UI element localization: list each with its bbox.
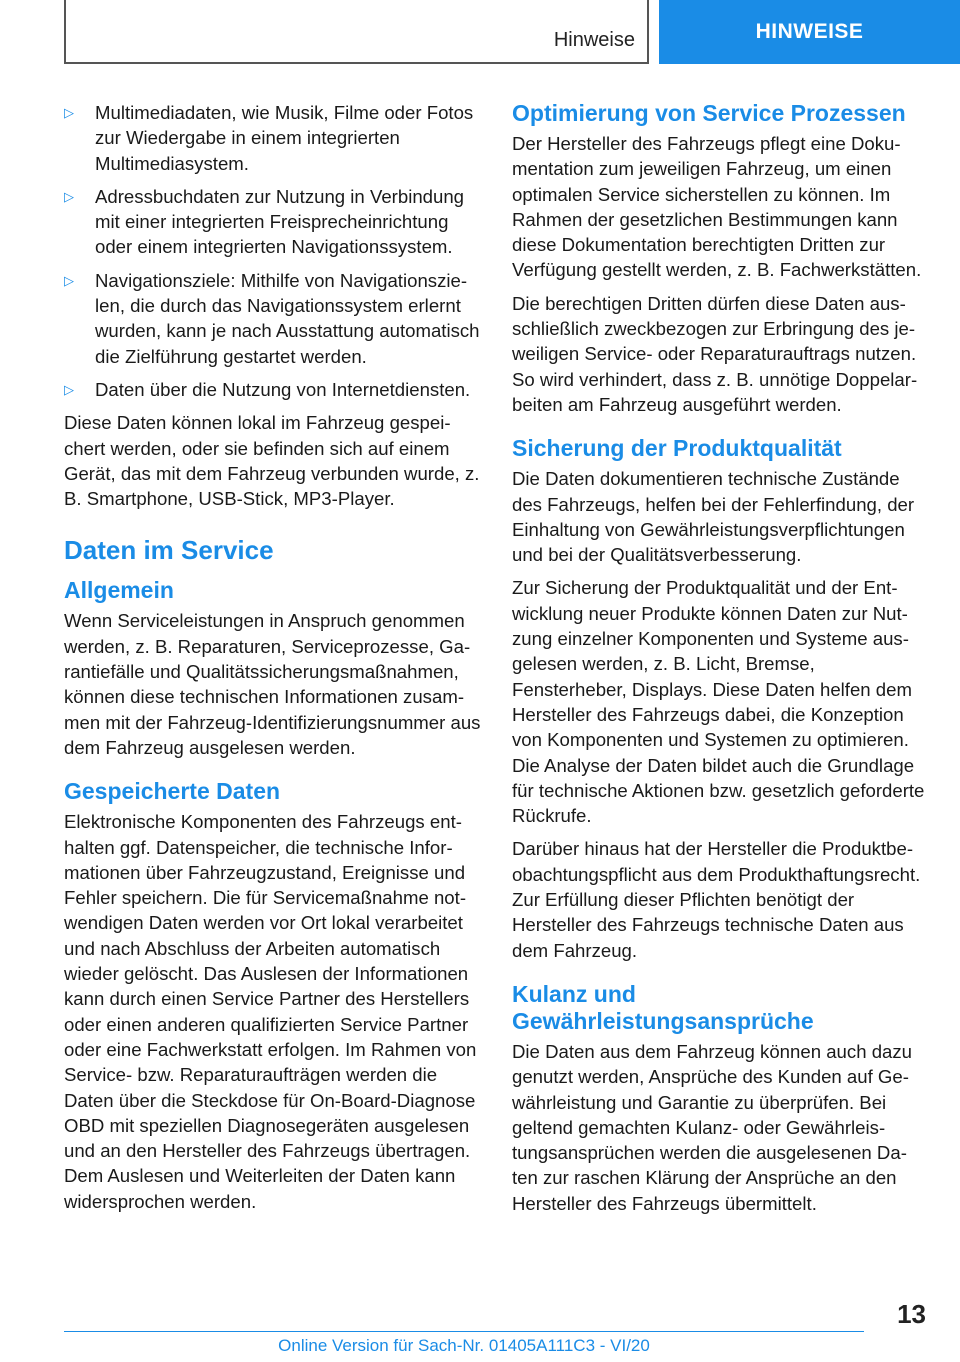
paragraph: Elektronische Komponenten des Fahrzeugs enthalten ggf. Datenspeicher, die technische Informationen über Fahrzeugzustand, Ereignisse und Fehler speichern. Die für Servicemaßnahme notwendigen Daten werden vor Ort lokal verarbeitet und nach Abschluss der Arbeiten automatisch wieder gelöscht. Das Auslesen der Informationen kann durch einen Service Partner des Herstellers oder einen anderen qualifizierten Service Partner oder eine Fachwerkstatt erfolgen. Im Rahmen von Service- bzw. Reparaturaufträgen werden die Daten über die Steckdose für On-Board-Diagnose OBD mit speziellen Diagnosegeräten ausgelesen und an den Hersteller des Fahrzeugs übertragen. Dem Auslesen und Weiterleiten der Daten kann widersprochen werden. <box>64 811 477 1212</box>
triangle-right-outline-icon: ▷ <box>64 272 74 288</box>
paragraph: Darüber hinaus hat der Hersteller die Produktbeobachtungspflicht aus dem Produkthaftungsrecht. Zur Erfüllung dieser Pflichten benötigt der Hersteller des Fahrzeugs technische Daten aus dem Fahrzeug. <box>512 838 921 961</box>
subsection-heading: Kulanz und Gewährleistungsansprüche <box>512 980 814 1034</box>
subsection-heading: Optimierung von Service Prozessen <box>512 100 906 126</box>
paragraph: Der Hersteller des Fahrzeugs pflegt eine Dokumentation zum jeweiligen Fahrzeug, um einen optimalen Service sicherstellen zu können. Im Rahmen der gesetzlichen Bestimmungen kann diese Dokumentation berechtigten Dritten zur Verfügung gestellt werden, z. B. Fachwerkstätten. <box>512 133 922 281</box>
paragraph: Die berechtigen Dritten dürfen diese Daten ausschließlich zweckbezogen zur Erbringung des jeweiligen Service- oder Reparaturauftrags nutzen. So wird verhindert, dass z. B. unnötige Doppelarbeiten am Fahrzeug ausgeführt werden. <box>512 292 918 415</box>
right-column <box>512 100 926 1224</box>
list-item: ▷ Daten über die Nutzung von Internetdiensten. <box>64 377 482 402</box>
subsection-heading: Allgemein <box>64 577 174 604</box>
paragraph: Diese Daten können lokal im Fahrzeug gespeichert werden, oder sie befinden sich auf einem Gerät, das mit dem Fahrzeug verbunden wurde, z. B. Smartphone, USB-Stick, MP3-Player. <box>64 412 480 510</box>
paragraph: Die Daten dokumentieren technische Zustände des Fahrzeugs, helfen bei der Fehlerfindung, der Einhaltung von Gewährleistungsverpflichtungen und bei der Qualitätsverbesserung. <box>512 468 915 566</box>
triangle-right-outline-icon: ▷ <box>64 105 74 120</box>
list-item: ▷ Navigationsziele: Mithilfe von Navigationszielen, die durch das Navigationssystem erlernt wurden, kann je nach Ausstattung automatisch die Zielführung gestartet werden. <box>64 269 480 367</box>
list-item: ▷ Adressbuchdaten zur Nutzung in Verbindung mit einer integrierten Freisprecheinrichtung oder einem integrierten Navigationssystem. <box>64 185 465 258</box>
paragraph: Die Daten aus dem Fahrzeug können auch dazu genutzt werden, Ansprüche des Kunden auf Gewährleistung und Garantie zu überprüfen. Bei geltend gemachten Kulanz- oder Gewährleistungsansprüchen werden die ausgelesenen Daten zur raschen Klärung der Ansprüche an den Hersteller des Fahrzeugs übermittelt. <box>512 1040 913 1214</box>
section-heading: Daten im Service <box>64 535 274 566</box>
subsection-heading: Sicherung der Produktqualität <box>512 435 842 462</box>
triangle-right-outline-icon: ▷ <box>64 188 74 204</box>
chapter-tab[interactable]: HINWEISE <box>659 0 960 64</box>
header-frame <box>64 0 649 64</box>
triangle-right-outline-icon: ▷ <box>64 381 74 397</box>
left-column <box>64 100 482 1222</box>
section-title: Hinweise <box>553 29 635 51</box>
list-item: ▷ Multimediadaten, wie Musik, Filme oder Fotos zur Wiedergabe in einem integrierten Multimediasystem. <box>64 102 474 174</box>
paragraph: Wenn Serviceleistungen in Anspruch genommen werden, z. B. Reparaturen, Serviceprozesse, Garantiefälle und Qualitätssicherungsmaßnahmen, können diese technischen Informationen zusammen mit der Fahrzeug-Identifizierungsnummer aus dem Fahrzeug ausgelesen werden. <box>64 610 481 758</box>
paragraph: Zur Sicherung der Produktqualität und der Entwicklung neuer Produkte können Daten zur Nutzung einzelner Komponenten und Systeme ausgelesen werden, z. B. Licht, Bremse, Fensterheber, Displays. Diese Daten helfen dem Hersteller des Fahrzeugs dabei, die Konzeption von Komponenten und Systemen zu optimieren. Die Analyse der Daten bildet auch die Grundlage für technische Aktionen bzw. gesetzlich geforderte Rückrufe. <box>512 577 925 827</box>
page-number: 13 <box>897 1299 926 1329</box>
footer-divider <box>64 1331 864 1332</box>
footer-text: Online Version für Sach-Nr. 01405A111C3 - VI/20 <box>278 1336 650 1355</box>
subsection-heading: Gespeicherte Daten <box>64 778 281 805</box>
